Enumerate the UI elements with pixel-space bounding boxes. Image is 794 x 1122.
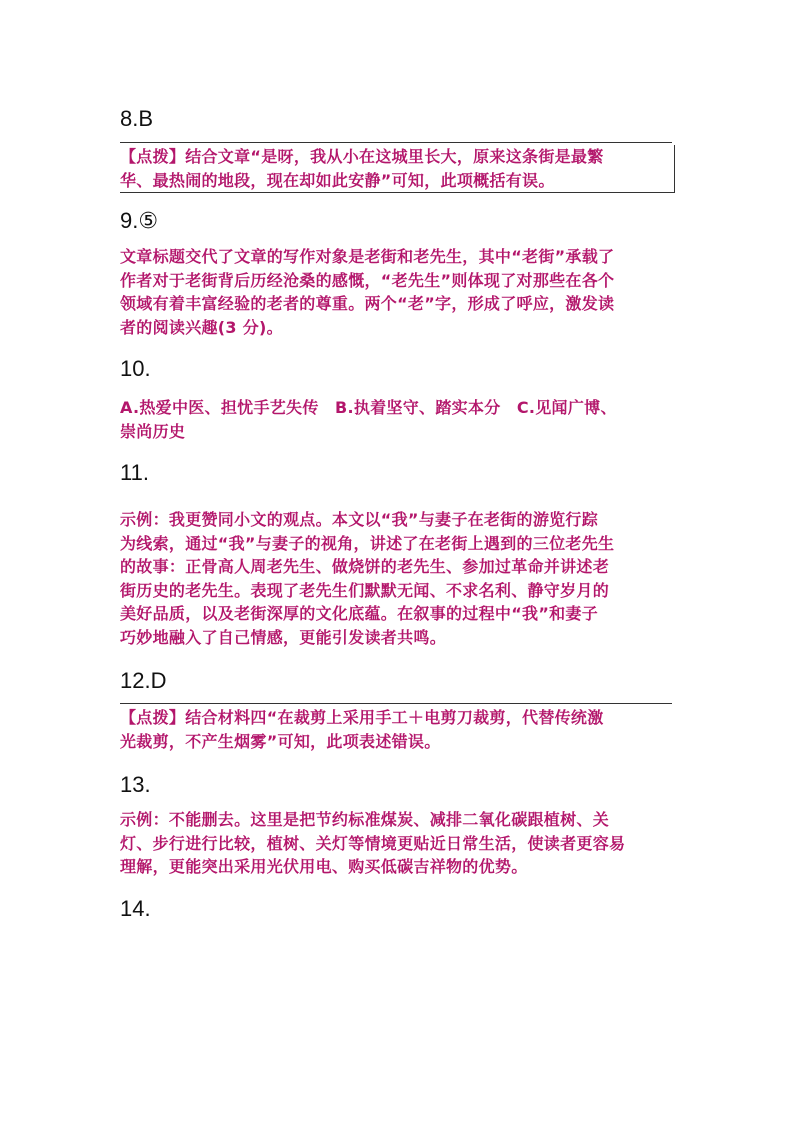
text-line: 华、最热闹的地段，现在却如此安静”可知，此项概括有误。 — [120, 170, 555, 190]
divider-12 — [120, 703, 672, 704]
text-line: 作者对于老街背后历经沧桑的感慨，“老先生”则体现了对那些在各个 — [120, 270, 615, 290]
question-11-number: 11. — [120, 460, 149, 485]
question-10-number: 10. — [120, 356, 151, 381]
text-line: 光裁剪，不产生烟雾”可知，此项表述错误。 — [120, 731, 441, 751]
text-line: 崇尚历史 — [120, 421, 186, 441]
text-line: 的故事：正骨高人周老先生、做烧饼的老先生、参加过革命并讲述老 — [120, 557, 610, 576]
text-line: 示例：我更赞同小文的观点。本文以“我”与妻子在老街的游览行踪 — [120, 510, 599, 529]
question-8-number: 8.B — [120, 106, 154, 131]
text-line: 巧妙地融入了自己情感，更能引发读者共鸣。 — [120, 627, 447, 647]
text-line: 街历史的老先生。表现了老先生们默默无闻、不求名利、静守岁月的 — [120, 580, 610, 600]
text-line: 【点拨】结合文章“是呀，我从小在这城里长大，原来这条街是最繁 — [120, 147, 604, 166]
text-line: 为线索，通过“我”与妻子的视角，讲述了在老街上遇到的三位老先生 — [120, 533, 615, 553]
text-line: 者的阅读兴趣(3 分)。 — [120, 317, 283, 337]
text-line: 领域有着丰富经验的老者的尊重。两个“老”字，形成了呼应，激发读 — [120, 294, 615, 313]
question-13-number: 13. — [120, 772, 151, 797]
question-8-explanation — [120, 145, 675, 193]
question-14-number: 14. — [120, 896, 151, 921]
text-line: 【点拨】结合材料四“在裁剪上采用手工＋电剪刀裁剪，代替传统激 — [120, 708, 604, 727]
text-line: A.热爱中医、担忧手艺失传 B.执着坚守、踏实本分 C.见闻广博、 — [120, 398, 617, 417]
question-9-number: 9.⑤ — [120, 208, 159, 233]
divider-8 — [120, 142, 672, 143]
text-line: 文章标题交代了文章的写作对象是老街和老先生，其中“老街”承载了 — [120, 247, 615, 266]
question-12-explanation — [120, 706, 672, 753]
text-line: 理解，更能突出采用光伏用电、购买低碳吉祥物的优势。 — [120, 857, 528, 876]
question-9-answer — [120, 245, 672, 339]
question-13-answer — [120, 808, 672, 879]
question-10-answer — [120, 396, 672, 443]
text-line: 示例：不能删去。这里是把节约标准煤炭、减排二氧化碳跟植树、关 — [120, 810, 610, 829]
question-11-answer — [120, 508, 672, 649]
text-line: 灯、步行进行比较，植树、关灯等情境更贴近日常生活，使读者更容易 — [120, 833, 626, 853]
question-12-number: 12.D — [120, 668, 167, 693]
text-line: 美好品质，以及老街深厚的文化底蕴。在叙事的过程中“我”和妻子 — [120, 604, 599, 623]
